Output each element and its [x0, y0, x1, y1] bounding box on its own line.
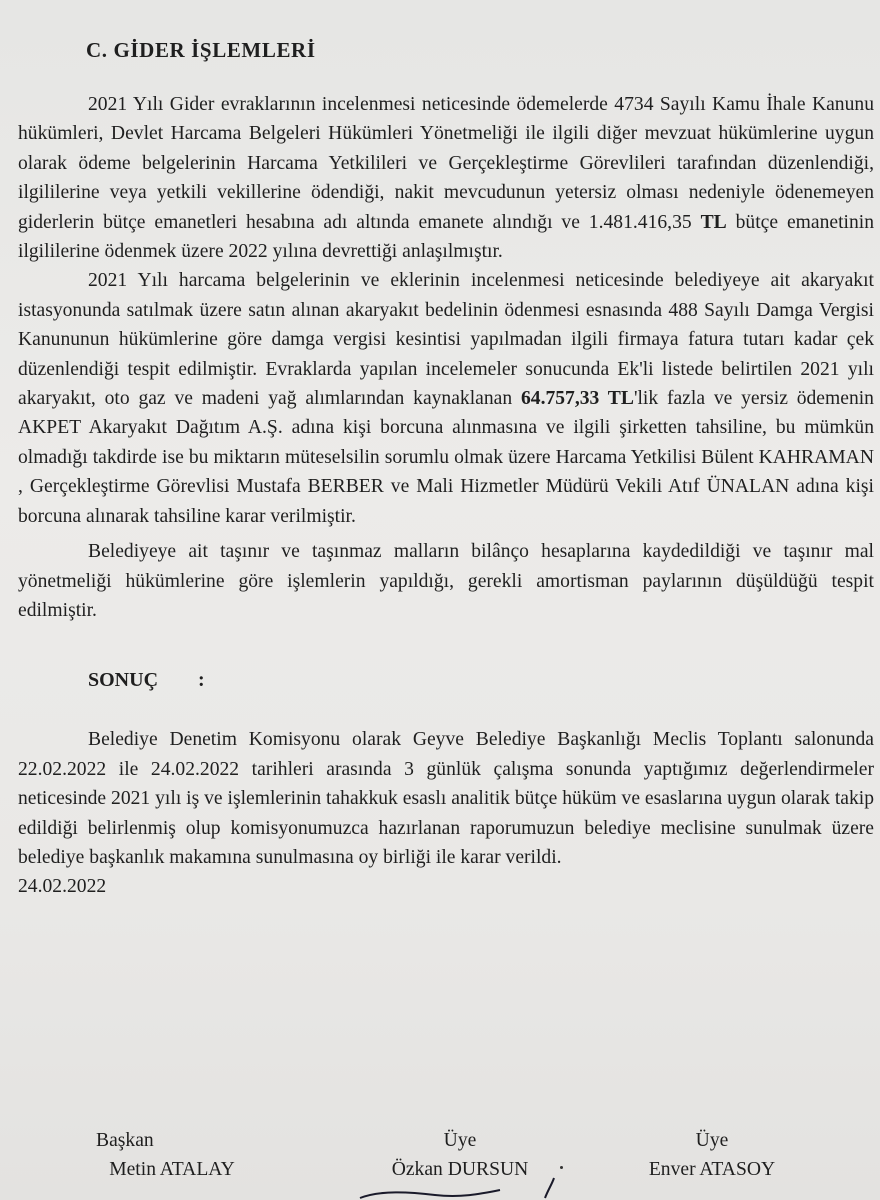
paragraph-text: bütçe emanetinin ilgililerine ödenmek üzere 2022 yılına devrettiği anlaşılmıştır.	[18, 211, 875, 263]
bold-currency: TL	[700, 211, 727, 233]
signature-chair	[82, 1126, 262, 1184]
signature-member-2	[612, 1126, 812, 1184]
paragraph-text: 2021 Yılı Gider evraklarının incelenmesi neticesinde ödemelerde 4734 Sayılı Kamu İhale Kanunu hükümleri, Devlet Harcama Belgeleri Hükümleri Yönetmeliği ile ilgili diğer mevzuat hükümlerine uygun olarak ödeme belgelerinin Harcama Yetkilileri ve Gerçekleştirme Görevlileri tarafından düzenlendiği, ilgililerine veya yetkili vekillerine ödendiği, nakit mevcudunun yetersiz olması nedeniyle ödenemeyen giderlerin bütçe emanetleri hesabına adı altında emanete alındığı ve 1.481.416,35	[18, 94, 874, 233]
conclusion-title	[88, 665, 874, 695]
conclusion-title-text: SONUÇ	[88, 669, 159, 692]
signature-role: Başkan	[96, 1130, 154, 1151]
signature-name: Metin ATALAY	[109, 1159, 235, 1180]
handwritten-signature-mark	[340, 1168, 570, 1200]
report-date: 24.02.2022	[18, 876, 107, 898]
section-title: C. GİDER İŞLEMLERİ	[86, 38, 316, 62]
paragraph-conclusion: Belediye Denetim Komisyonu olarak Geyve Belediye Başkanlığı Meclis Toplantı salonunda 22.02.2022 ile 24.02.2022 tarihleri arasında 3 günlük çalışma sonunda yaptığımız değerlendirmeler neticesinde 2021 yılı iş ve işlemlerinin tahakkuk esaslı analitik bütçe hüküm ve esaslarına uygun olarak takip edildiği belirlenmiş olup komisyonumuzca hazırlanan raporumuzun belediye meclisine sunulmak üzere belediye başkanlık makamına sunulmasına oy birliği ile karar verildi.	[18, 729, 874, 868]
paragraph-expenses-review	[18, 90, 874, 266]
paragraph-text: 2021 Yılı harcama belgelerinin ve eklerinin incelenmesi neticesinde belediyeye ait akaryakıt istasyonunda satılmak üzere satın alınan akaryakıt bedelinin ödenmesi esnasında 488 Sayılı Damga Vergisi Kanununun hükümlerine göre damga vergisi kesintisi yapılmadan ilgili firmaya fatura tutarı kadar çek düzenlendiği tespit edilmiştir. Evraklarda yapılan incelemeler sonucunda Ek'li listede belirtilen 2021 yılı akaryakıt, oto gaz ve madeni yağ alımlarından kaynaklanan	[18, 270, 874, 410]
signature-name: Özkan DURSUN	[391, 1159, 529, 1180]
signature-role: Üye	[695, 1130, 729, 1151]
bold-amount: 64.757,33 TL	[520, 388, 634, 410]
paragraph-fuel-purchases	[18, 266, 874, 531]
conclusion-colon: :	[198, 669, 205, 692]
paragraph-text: 'lik fazla ve yersiz ödemenin AKPET Akaryakıt Dağıtım A.Ş. adına kişi borcuna alınmasına ve ilgili şirketten tahsiline, bu mümkün olmadığı takdirde ise bu miktarın müteselsilin sorumlu olmak üzere Harcama Yetkilisi Bülent KAHRAMAN , Gerçekleştirme Görevlisi Mustafa BERBER ve Mali Hizmetler Müdürü Vekili Atıf ÜNALAN adına kişi borcuna alınarak tahsiline karar verilmiştir.	[18, 388, 874, 527]
signature-role: Üye	[443, 1130, 477, 1151]
signature-name: Enver ATASOY	[648, 1159, 776, 1180]
paragraph-assets: Belediyeye ait taşınır ve taşınmaz malların bilânço hesaplarına kaydedildiği ve taşınır mal yönetmeliği hükümlerine göre işlemlerin yapıldığı, gerekli amortisman paylarının düşüldüğü tespit edilmiştir.	[18, 541, 874, 621]
